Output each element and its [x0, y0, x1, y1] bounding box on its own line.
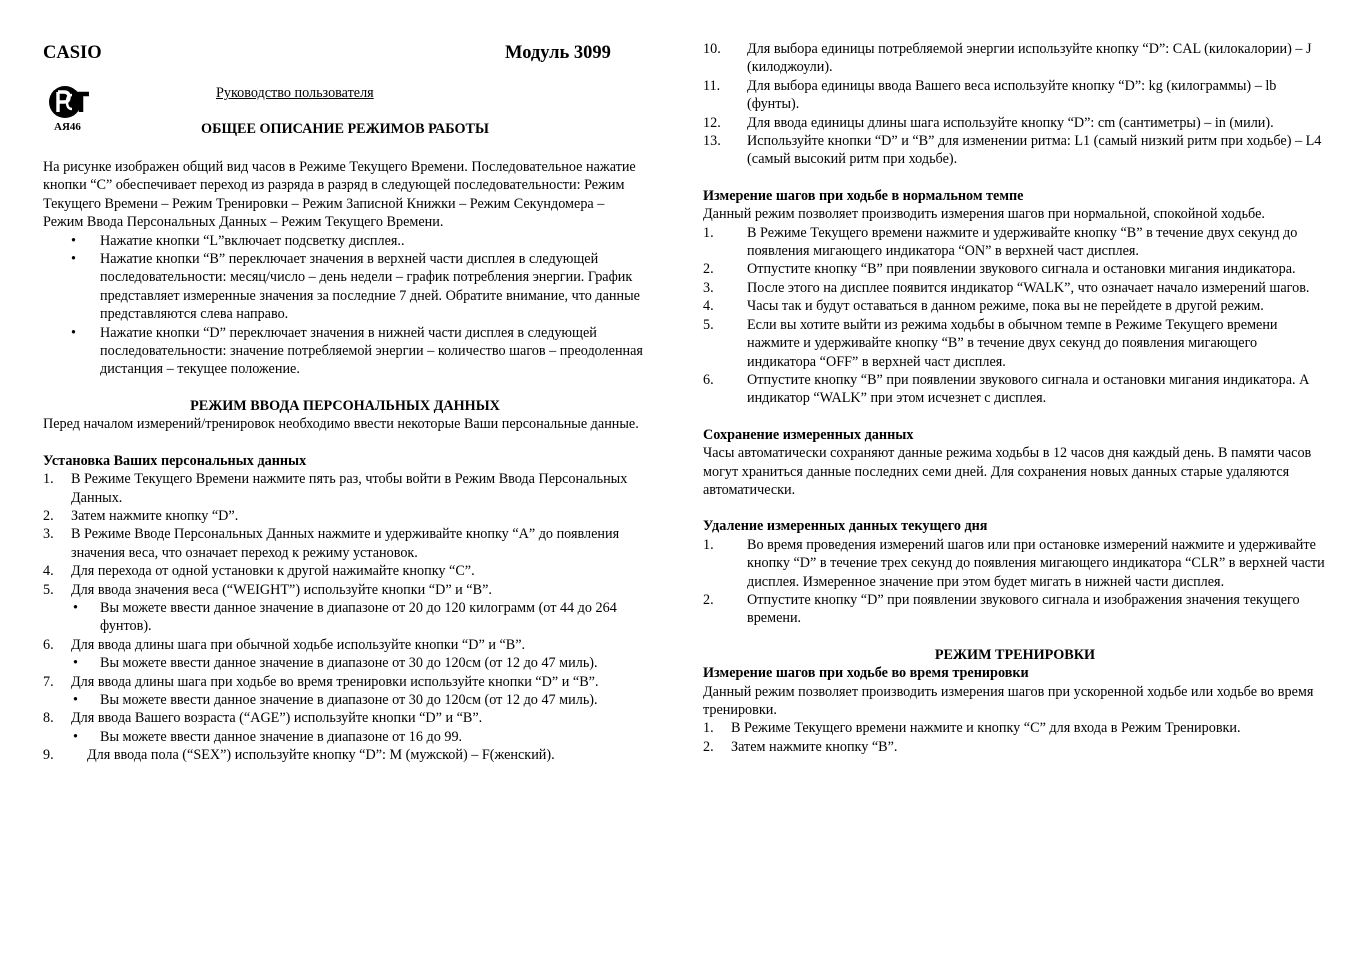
section-title-personal: РЕЖИМ ВВОДА ПЕРСОНАЛЬНЫХ ДАННЫХ: [190, 397, 500, 414]
personal-subtitle: Установка Ваших персональных данных: [43, 452, 307, 469]
left-body: [43, 158, 647, 765]
step-item: 2. Затем нажмите кнопку “D”.: [43, 507, 239, 524]
step-item: 9. Для ввода пола (“SEX”) используйте кнопку “D”: M (мужской) – F(женский).: [43, 747, 555, 764]
save-text: Часы автоматически сохраняют данные режима ходьбы в 12 часов дня каждый день. В памяти часов могут храниться данные последних семи дней. Для сохранения новых данных старые удаляются автоматически.: [703, 445, 1312, 498]
step-item: 4. Часы так и будут оставаться в данном режиме, пока вы не перейдете в другой режим.: [703, 298, 1264, 315]
sub-bullet-item: • Вы можете ввести данное значение в диапазоне от 30 до 120см (от 12 до 47 миль).: [43, 654, 647, 672]
modes-paragraph: На рисунке изображен общий вид часов в Режиме Текущего Времени. Последовательное нажатие кнопки “С” обеспечивает переход из разряда в разряд в следующей последовательности: Режим Текущего Времени – Режим Тренировки – Режим Записной Книжки – Режим Секундомера – Режим Ввода Персональных Данных – Режим Текущего Времени.: [43, 159, 636, 231]
delete-title: Удаление измеренных данных текущего дня: [703, 518, 988, 535]
training-subtitle: Измерение шагов при ходьбе во время тренировки: [703, 665, 1029, 682]
step-item: 4. Для перехода от одной установки к другой нажимайте кнопку “С”.: [43, 563, 475, 580]
modes-bullets: [43, 232, 647, 379]
sub-bullet-item: • Вы можете ввести данное значение в диапазоне от 16 до 99.: [43, 728, 647, 746]
bullet-item: • Нажатие кнопки “L”включает подсветку дисплея..: [43, 232, 647, 250]
module-title: Модуль 3099: [505, 43, 611, 63]
step-item: 10. Для выбора единицы потребляемой энергии используйте кнопку “D”: CAL (килокалории) – J (килоджоули).: [703, 41, 1312, 76]
guide-title: Руководство пользователя: [216, 85, 374, 101]
section-title-modes: ОБЩЕЕ ОПИСАНИЕ РЕЖИМОВ РАБОТЫ: [201, 121, 489, 137]
step-sub-bullets: [43, 599, 647, 636]
step-item: 3. После этого на дисплее появится индикатор “WALK”, что означает начало измерений шагов.: [703, 279, 1310, 296]
delete-steps: [703, 536, 1327, 628]
sub-bullet-item: • Вы можете ввести данное значение в диапазоне от 30 до 120см (от 12 до 47 миль).: [43, 691, 647, 709]
personal-steps: [43, 470, 647, 599]
step-item: 2. Отпустите кнопку “D” при появлении звукового сигнала и изображения значения текущего времени.: [703, 591, 1300, 627]
step-item: 6. Отпустите кнопку “В” при появлении звукового сигнала и остановки мигания индикатора. А индикатор “WALK” при этом исчезнет с дисплея.: [703, 371, 1310, 407]
step-item: 3. В Режиме Вводе Персональных Данных нажмите и удерживайте кнопку “А” до появления значения веса, что означает переход к режиму установок.: [43, 526, 620, 561]
pct-logo-icon: [45, 84, 95, 120]
step-item: 1. Во время проведения измерений шагов или при остановке измерений нажмите и удерживайте кнопку “D” в течение трех секунд до появления мигающего индикатора “CLR” в верхней части дисплея. Измеренное значение при этом будет мигать в нижней части дисплея.: [703, 536, 1325, 590]
bullet-item: • Нажатие кнопки “В” переключает значения в верхней части дисплея в следующей последовательности: месяц/число – день недели – график потребления энергии. График представляет измеренные значения за последние 7 дней. Обратите внимание, что данные представляются слева направо.: [43, 250, 647, 324]
step-item: 6. Для ввода длины шага при обычной ходьбе используйте кнопки “D” и “В”.: [43, 636, 526, 653]
step-item: 1. В Режиме Текущего времени нажмите и кнопку “С” для входа в Режим Тренировки.: [703, 720, 1241, 737]
step-item: 8. Для ввода Вашего возраста (“AGE”) используйте кнопки “D” и “В”.: [43, 710, 483, 727]
training-steps: [703, 719, 1327, 756]
sub-bullet-item: • Вы можете ввести данное значение в диапазоне от 20 до 120 килограмм (от 44 до 264 фунтов).: [43, 599, 647, 636]
step-item: 2. Затем нажмите кнопку “В”.: [703, 738, 898, 755]
normal-walk-intro: Данный режим позволяет производить измерения шагов при нормальной, спокойной ходьбе.: [703, 206, 1265, 223]
step-item: 1. В Режиме Текущего времени нажмите и удерживайте кнопку “В” в течение двух секунд до появления мигающего индикатора “ON” в верхней част дисплея.: [703, 224, 1298, 260]
step-item: 12. Для ввода единицы длины шага используйте кнопку “D”: cm (сантиметры) – in (мили).: [703, 114, 1274, 131]
training-intro: Данный режим позволяет производить измерения шагов при ускоренной ходьбе или ходьбе во время тренировки.: [703, 683, 1314, 718]
personal-intro: Перед началом измерений/тренировок необходимо ввести некоторые Ваши персональные данные.: [43, 416, 639, 433]
step-item: 11. Для выбора единицы ввода Вашего веса используйте кнопку “D”: kg (килограммы) – lb (фунты).: [703, 77, 1277, 113]
section-title-training: РЕЖИМ ТРЕНИРОВКИ: [934, 646, 1096, 663]
save-title: Сохранение измеренных данных: [703, 426, 914, 443]
step-item: 13. Используйте кнопки “D” и “В” для изменении ритма: L1 (самый низкий ритм при ходьбе) – L4 (самый высокий ритм при ходьбе).: [703, 133, 1322, 168]
step-item: 2. Отпустите кнопку “В” при появлении звукового сигнала и остановки мигания индикатора.: [703, 261, 1296, 278]
page-header: [43, 40, 647, 70]
cert-code: АЯ46: [54, 121, 81, 133]
step-item: 7. Для ввода длины шага при ходьбе во время тренировки используйте кнопки “D” и “В”.: [43, 673, 599, 690]
normal-walk-title: Измерение шагов при ходьбе в нормальном темпе: [703, 187, 1024, 204]
right-column: [703, 40, 1327, 756]
step-item: 1. В Режиме Текущего Времени нажмите пять раз, чтобы войти в Режим Ввода Персональных Данных.: [43, 471, 628, 506]
left-column: [43, 40, 647, 764]
step-item: 5. Если вы хотите выйти из режима ходьбы в обычном темпе в Режиме Текущего времени нажмите и удерживайте кнопку “В” в течение двух секунд до появления мигающего индикатора “OFF” в верхней част дисплея.: [703, 316, 1278, 370]
step-item: 5. Для ввода значения веса (“WEIGHT”) используйте кнопки “D” и “В”.: [43, 581, 492, 598]
bullet-item: • Нажатие кнопки “D” переключает значения в нижней части дисплея в следующей последовательности: значение потребляемой энергии – количество шагов – преодоленная дистанция – текущее положение.: [43, 324, 647, 379]
personal-steps-continued: [703, 40, 1327, 169]
brand-title: CASIO: [43, 43, 102, 63]
normal-walk-steps: [703, 224, 1327, 408]
